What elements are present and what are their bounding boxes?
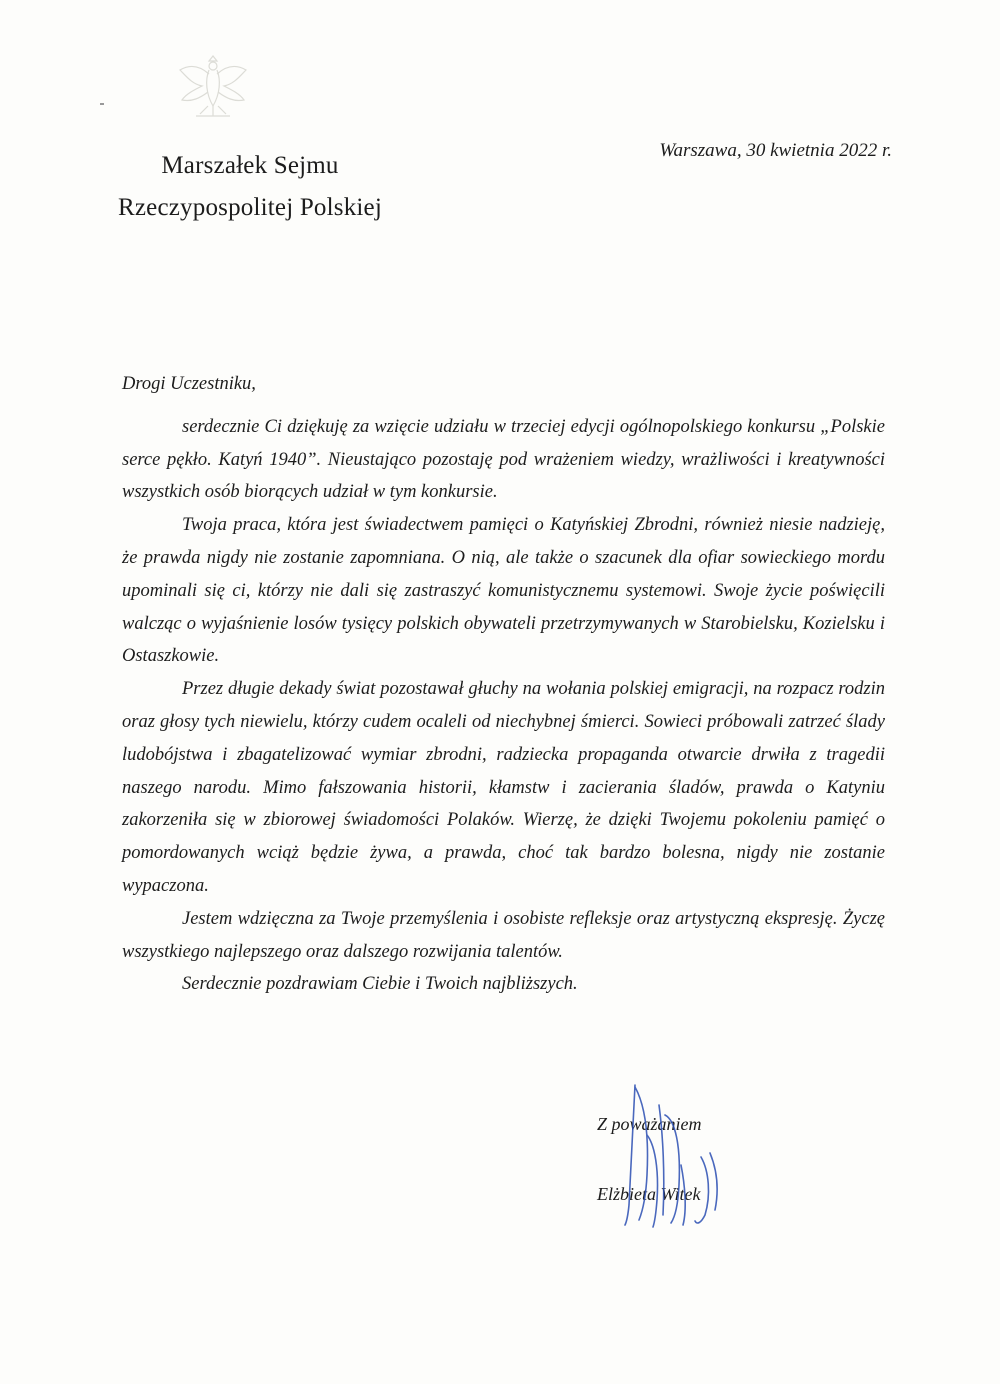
letter-paragraph: serdecznie Ci dziękuję za wzięcie udziału w trzeciej edycji ogólnopolskiego konkursu „Polskie serce pękło. Katyń 1940”. Nieustająco pozostaję pod wrażeniem wiedzy, wrażliwości i kreatywności wszystkich osób biorących udział w tym konkursie. bbox=[122, 416, 885, 503]
signatory-name: Elżbieta Witek bbox=[597, 1184, 701, 1204]
office-title-line2: Rzeczypospolitej Polskiej bbox=[118, 194, 382, 221]
letter-paragraph: Przez długie dekady świat pozostawał głuchy na wołania polskiej emigracji, na rozpacz rodzin oraz głosy tych niewielu, którzy cudem ocaleli od niechybnej śmierci. Sowieci próbowali zatrzeć ślady ludobójstwa i zbagatelizować wymiar zbrodni, radziecka propaganda otwarcie drwiła z tragedii naszego narodu. Mimo fałszowania historii, kłamstw i zacierania śladów, prawda o Katyniu zakorzeniła się w zbiorowej świadomości Polaków. Wierzę, że dzięki Twojemu pokoleniu pamięć o pomordowanych wciąż będzie żywa, a prawda, choć tak bardzo bolesna, nigdy nie zostanie wypaczona. bbox=[122, 679, 885, 896]
polish-eagle-emblem-icon bbox=[172, 50, 254, 122]
letter-paragraph: Serdecznie pozdrawiam Ciebie i Twoich najbliższych. bbox=[182, 974, 578, 995]
letter-date: Warszawa, 30 kwietnia 2022 r. bbox=[659, 140, 892, 161]
letter-body bbox=[122, 368, 885, 1001]
handwritten-signature bbox=[605, 1075, 740, 1235]
letter-paragraph: Jestem wdzięczna za Twoje przemyślenia i osobiste refleksje oraz artystyczną ekspresję. Życzę wszystkiego najlepszego oraz dalszego rozwijania talentów. bbox=[122, 908, 885, 962]
paper-mark bbox=[100, 103, 104, 105]
letter-greeting: Drogi Uczestniku, bbox=[122, 374, 256, 394]
office-title-line1: Marszałek Sejmu bbox=[161, 152, 339, 179]
closing-salutation: Z poważaniem bbox=[597, 1114, 702, 1134]
letter-paragraph: Twoja praca, która jest świadectwem pamięci o Katyńskiej Zbrodni, również niesie nadzieję, że prawda nigdy nie zostanie zapomniana. O nią, ale także o szacunek dla ofiar sowieckiego mordu upominali się ci, którzy nie dali się zastraszyć komunistycznemu systemowi. Swoje życie poświęcili walcząc o wyjaśnienie losów tysięcy polskich obywateli przetrzymywanych w Starobielsku, Kozielsku i Ostaszkowie. bbox=[122, 515, 885, 667]
